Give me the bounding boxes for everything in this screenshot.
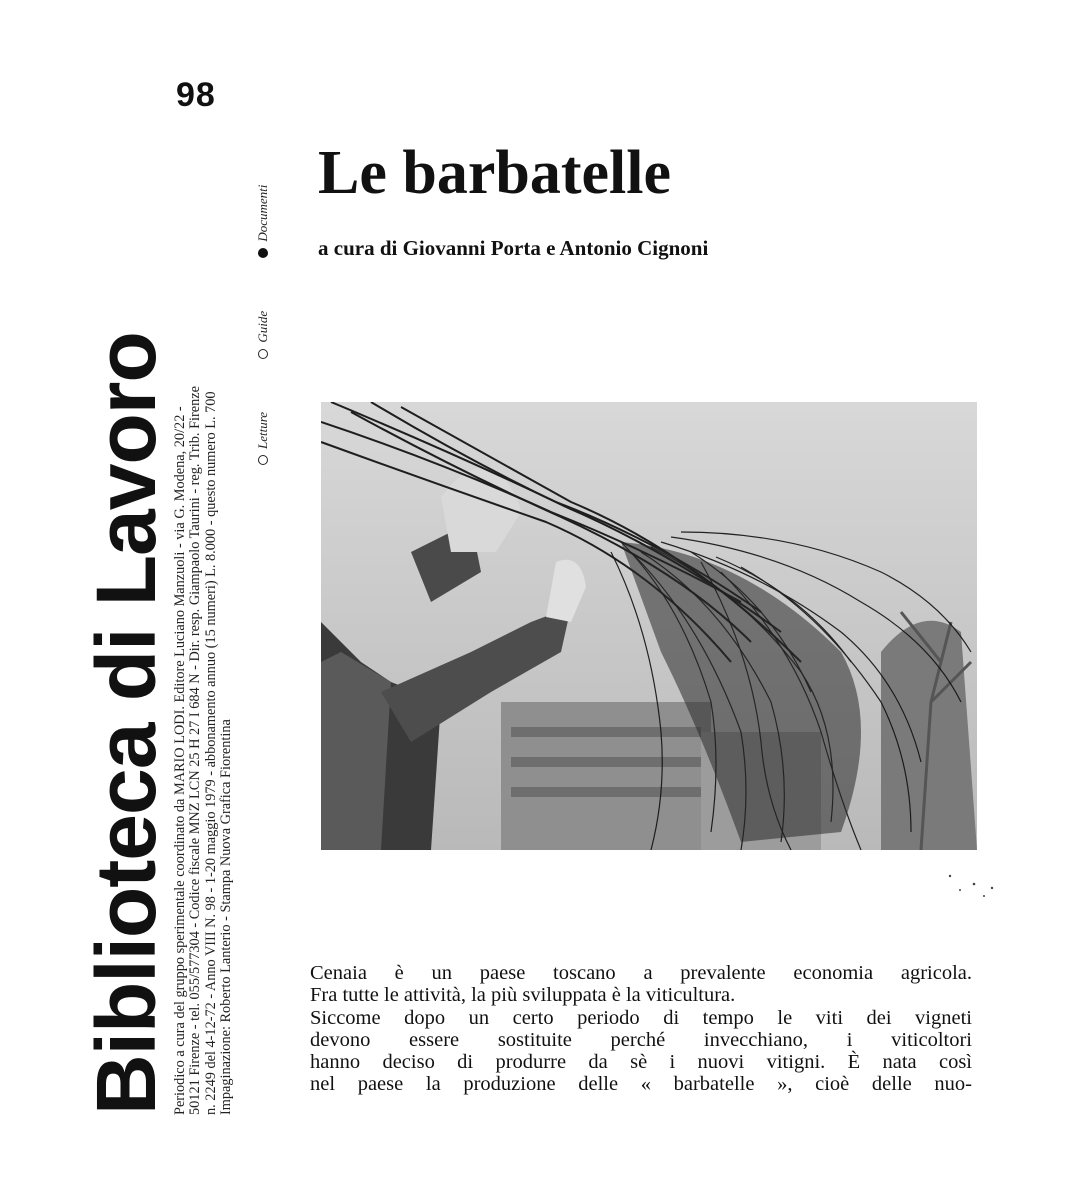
category-label: Guide [255, 310, 270, 343]
imprint-line: n. 2249 del 4-12-72 - Anno VIII N. 98 - 1-20 maggio 1979 - abbonamento annuo (15 numeri) L. 8.000 - questo numero L. 700 [202, 391, 219, 1115]
imprint-line: 50121 Firenze - tel. 055/577304 - Codice fiscale MNZ LCN 25 H 27 I 684 N - Dir. resp. Giampaolo Taurini - reg. Trib. Firenze [187, 386, 204, 1115]
body-line: Cenaia è un paese toscano a prevalente economia agricola. [310, 962, 972, 984]
body-line: Fra tutte le attività, la più sviluppata è la viticultura. [310, 984, 736, 1007]
empty-circle-icon [258, 349, 268, 359]
article-body [310, 962, 972, 1096]
category-letture [255, 412, 271, 465]
imprint-line: Impaginazione: Roberto Lanterio - Stampa Nuova Grafica Fiorentina [217, 719, 234, 1115]
body-line: hanno deciso di produrre da sè i nuovi vitigni. È nata così [310, 1051, 972, 1074]
category-label: Documenti [255, 184, 270, 242]
body-line: nel paese la produzione delle « barbatelle », cioè delle nuo- [310, 1073, 972, 1096]
imprint-block [173, 135, 234, 1115]
filled-circle-icon [258, 248, 268, 258]
category-documenti [255, 185, 271, 258]
category-selector [255, 125, 271, 465]
article-photo [321, 402, 977, 850]
article-title: Le barbatelle [318, 139, 671, 207]
empty-circle-icon [258, 455, 268, 465]
series-title: Biblioteca di Lavoro [79, 332, 173, 1115]
category-guide [255, 311, 271, 359]
article-authors: a cura di Giovanni Porta e Antonio Cignoni [318, 236, 709, 260]
body-line: Siccome dopo un certo periodo di tempo le viti dei vigneti [310, 1006, 972, 1029]
imprint-line: Periodico a cura del gruppo sperimentale coordinato da MARIO LODI. Editore Luciano Manzuoli - via G. Modena, 20/22 - [172, 406, 188, 1115]
spine [79, 115, 285, 1115]
stray-ink-marks [940, 868, 1000, 908]
category-label: Letture [255, 411, 270, 449]
photo-hands-holding-vine-cuttings [321, 402, 977, 850]
body-line: devono essere sostituite perché invecchiano, i viticoltori [310, 1028, 972, 1051]
issue-number: 98 [176, 76, 216, 114]
